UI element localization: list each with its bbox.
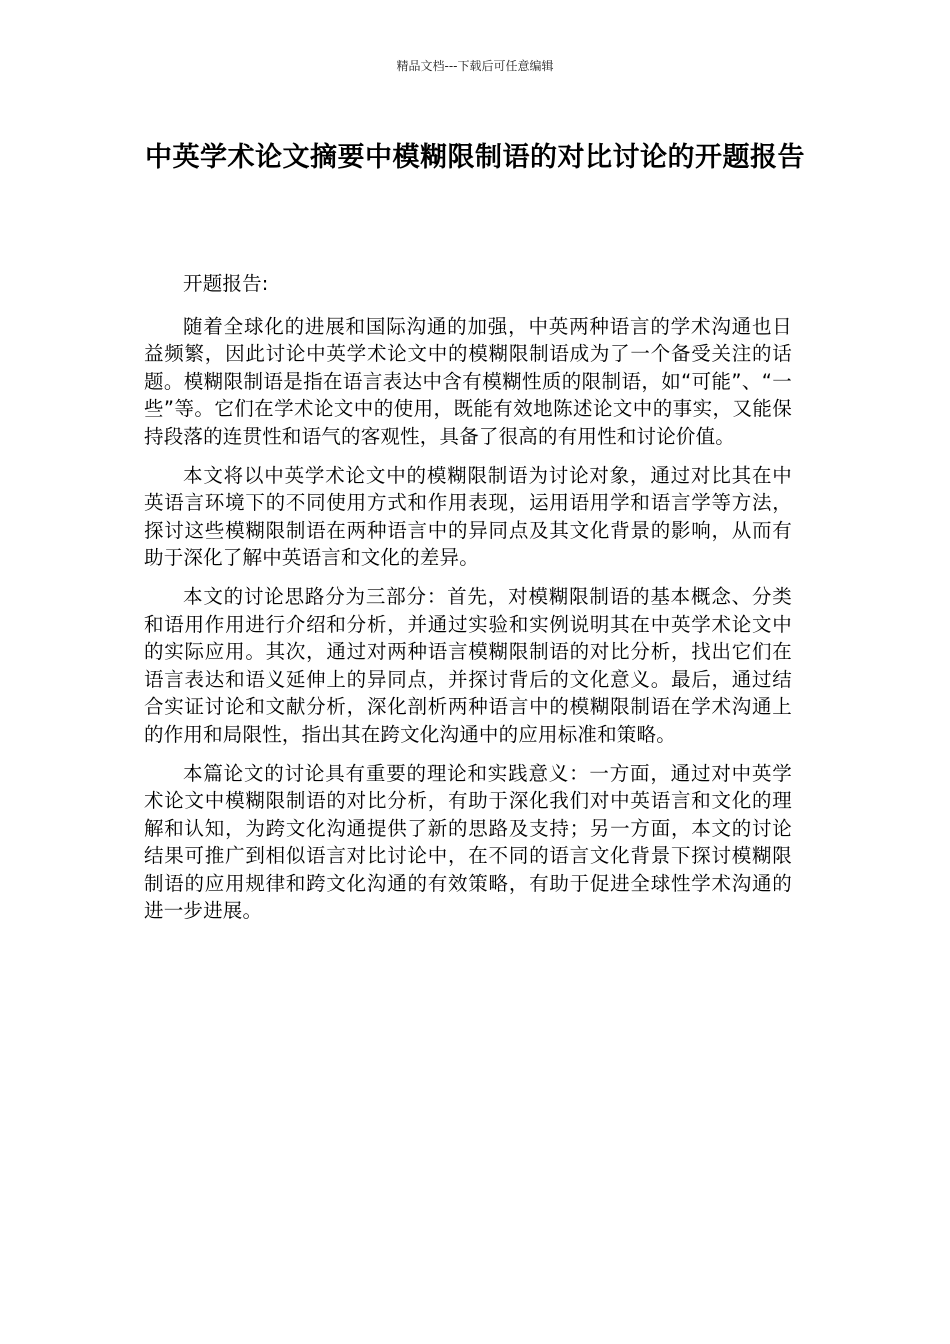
document-title: 中英学术论文摘要中模糊限制语的对比讨论的开题报告: [145, 142, 805, 173]
body-paragraph-4: 本篇论文的讨论具有重要的理论和实践意义：一方面，通过对中英学术论文中模糊限制语的对比分析，有助于深化我们对中英语言和文化的理解和认知，为跨文化沟通提供了新的思路及支持；另一方面，本文的讨论结果可推广到相似语言对比讨论中，在不同的语言文化背景下探讨模糊限制语的应用规律和跨文化沟通的有效策略，有助于促进全球性学术沟通的进一步进展。: [144, 761, 792, 923]
body-paragraph-2: 本文将以中英学术论文中的模糊限制语为讨论对象，通过对比其在中英语言环境下的不同使用方式和作用表现，运用语用学和语言学等方法，探讨这些模糊限制语在两种语言中的异同点及其文化背景的影响，从而有助于深化了解中英语言和文化的差异。: [144, 463, 792, 570]
header-note: 精品文档---下载后可任意编辑: [396, 59, 554, 73]
section-label: 开题报告:: [183, 272, 269, 295]
body-paragraph-3: 本文的讨论思路分为三部分：首先，对模糊限制语的基本概念、分类和语用作用进行介绍和分析，并通过实验和实例说明其在中英学术论文中的实际应用。其次，通过对两种语言模糊限制语的对比分析，找出它们在语言表达和语义延伸上的异同点，并探讨背后的文化意义。最后，通过结合实证讨论和文献分析，深化剖析两种语言中的模糊限制语在学术沟通上的作用和局限性，指出其在跨文化沟通中的应用标准和策略。: [144, 584, 792, 746]
document-body: [144, 270, 792, 936]
body-paragraph-1: 随着全球化的进展和国际沟通的加强，中英两种语言的学术沟通也日益频繁，因此讨论中英学术论文中的模糊限制语成为了一个备受关注的话题。模糊限制语是指在语言表达中含有模糊性质的限制语，如“可能”、“一些”等。它们在学术论文中的使用，既能有效地陈述论文中的事实，又能保持段落的连贯性和语气的客观性，具备了很高的有用性和讨论价值。: [144, 314, 792, 448]
